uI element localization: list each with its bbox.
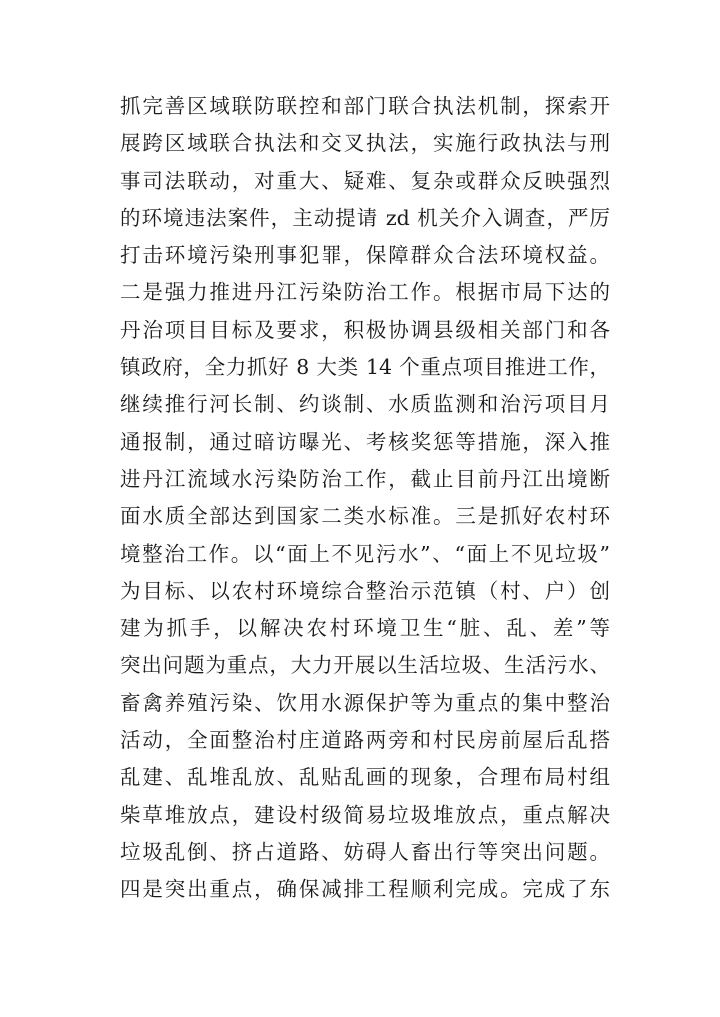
text-line: 二是强力推进丹江污染防治工作。根据市局下达的 xyxy=(120,280,610,305)
text-line: 境整治工作。以“面上不见污水”、“面上不见垃圾” xyxy=(120,541,610,566)
text-line: 进丹江流域水污染防治工作，截止目前丹江出境断 xyxy=(120,466,610,491)
text-line: 通报制，通过暗访曝光、考核奖惩等措施，深入推 xyxy=(120,429,610,454)
text-line: 继续推行河长制、约谈制、水质监测和治污项目月 xyxy=(120,392,610,417)
text-line: 四是突出重点，确保减排工程顺利完成。完成了东 xyxy=(120,877,610,902)
text-line: 突出问题为重点，大力开展以生活垃圾、生活污水、 xyxy=(120,653,610,678)
text-line: 垃圾乱倒、挤占道路、妨碍人畜出行等突出问题。 xyxy=(120,839,610,864)
text-line: 畜禽养殖污染、饮用水源保护等为重点的集中整治 xyxy=(120,690,610,715)
body-text xyxy=(120,88,610,909)
text-line: 柴草堆放点，建设村级简易垃圾堆放点，重点解决 xyxy=(120,802,610,827)
text-line: 展跨区域联合执法和交叉执法，实施行政执法与刑 xyxy=(120,131,610,156)
text-line: 打击环境污染刑事犯罪，保障群众合法环境权益。 xyxy=(120,243,610,268)
text-line: 建为抓手，以解决农村环境卫生“脏、乱、差”等 xyxy=(120,616,610,641)
text-line: 的环境违法案件，主动提请 zd 机关介入调查，严厉 xyxy=(120,205,610,230)
text-line: 为目标、以农村环境综合整治示范镇（村、户）创 xyxy=(120,578,610,603)
text-line: 活动，全面整治村庄道路两旁和村民房前屋后乱搭 xyxy=(120,728,610,753)
text-line: 事司法联动，对重大、疑难、复杂或群众反映强烈 xyxy=(120,168,610,193)
text-line: 乱建、乱堆乱放、乱贴乱画的现象，合理布局村组 xyxy=(120,765,610,790)
text-line: 镇政府，全力抓好 8 大类 14 个重点项目推进工作， xyxy=(120,355,610,380)
text-line: 面水质全部达到国家二类水标准。三是抓好农村环 xyxy=(120,504,610,529)
text-line: 抓完善区域联防联控和部门联合执法机制，探索开 xyxy=(120,94,610,118)
text-line: 丹治项目目标及要求，积极协调县级相关部门和各 xyxy=(120,317,610,342)
